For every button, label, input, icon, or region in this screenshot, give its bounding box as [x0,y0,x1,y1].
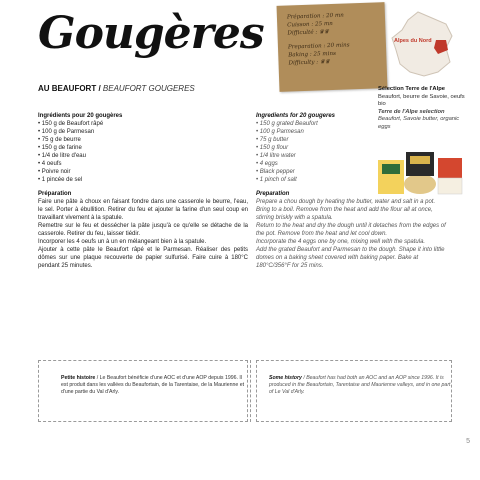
fr-prep-title: Préparation [38,191,72,197]
list-item: • Black pepper [256,168,446,176]
list-item: • 1 pincée de sel [38,176,248,184]
en-history-title: Some history [269,375,302,381]
en-history-box [256,360,452,422]
list-item: • 100 g Parmesan [256,128,446,136]
page-number: 5 [466,438,470,445]
list-item: • 150 g flour [256,144,446,152]
en-prep-step: Add the grated Beaufort and Parmesan to the dough. Shape it into little domes on a baking sheet covered with baking paper. Bake at 180°C/356°F for 25 mins. [256,247,445,269]
selection-text-fr: Beaufort, beurre de Savoie, oeufs bio [378,93,465,107]
en-prep-step: Return to the heat and dry the dough until it detaches from the edges of the pot. Remove from the heat and let cool down. [256,223,446,237]
french-column [38,112,248,270]
fr-prep-step: Ajouter à cette pâte le Beaufort râpé et le Parmesan. Réaliser des petits dômes sur une plaque recouverte de papier sulfurisé. Faire cuire à 180°C pendant 25 minutes. [38,247,248,269]
list-item: • 4 eggs [256,160,446,168]
list-item: • Poivre noir [38,168,248,176]
list-item: • 75 g butter [256,136,446,144]
list-item: • 1/4 litre water [256,152,446,160]
selection-text-en: Beaufort, Savoie butter, organic eggs [378,116,460,130]
map-region-label: Alpes du Nord [394,38,432,44]
list-item: • 75 g de beurre [38,136,248,144]
list-item: • 150 g grated Beaufort [256,120,446,128]
list-item: • 150 g de Beaufort râpé [38,120,248,128]
fr-prep-time: Préparation : 20 mn [286,12,344,21]
en-prep-step: Prepare a chou dough by heating the butter, water and salt in a pot. Bring to a boil. Remove from the heat and add the flour all at once, stirring briskly with a spatula. [256,199,436,221]
en-cook-time: Baking : 25 mins [288,50,337,59]
fr-ingredients-title: Ingrédients pour 20 gougères [38,113,123,119]
fr-cook-time: Cuisson : 25 mn [287,20,333,29]
en-prep-title: Preparation [256,191,290,197]
en-ingredients-list [256,120,446,184]
list-item: • 100 g de Parmesan [38,128,248,136]
fr-history-title: Petite histoire [61,375,96,381]
fr-history-text: / Le Beaufort bénéficie d'une AOC et d'une AOP depuis 1996. Il est produit dans les vallées du Beaufortain, de la Tarentaise, de la Maurienne et d'une partie du Val d'Arly. [61,375,245,395]
selection-title-fr: Sélection Terre de l'Alpe [378,86,445,92]
en-difficulty: Difficulty : ♛♛ [288,59,331,67]
list-item: • 150 g de farine [38,144,248,152]
chef-hat-icon: ♛♛ [318,29,330,36]
page-title: Gougères [38,8,264,59]
fr-history-box [38,360,248,422]
en-history-text: / Beaufort has had both an AOC and an AOP since 1996. It is produced in the Beaufortain, Tarentaise and Maurienne valleys, and in one part of Le Val d'Arly. [269,375,451,395]
list-item: • 1 pinch of salt [256,176,446,184]
en-prep-step: Incorporate the 4 eggs one by one, mixing well with the spatula. [256,239,426,245]
fr-prep-step: Remettre sur le feu et dessécher la pâte jusqu'à ce qu'elle se détache de la casserole. Retirer du feu, laisser tiédir. [38,223,248,237]
list-item: • 1/4 de litre d'eau [38,152,248,160]
fr-difficulty: Difficulté : ♛♛ [287,29,330,37]
list-item: • 4 oeufs [38,160,248,168]
en-ingredients-title: Ingredients for 20 gougeres [256,113,336,119]
divider [250,360,251,422]
fr-prep-step: Incorporer les 4 oeufs un à un en mélangeant bien à la spatule. [38,239,207,245]
fr-prep-step: Faire une pâte à choux en faisant fondre dans une casserole le beurre, l'eau, le sel. Porter à ébullition. Retirer du feu et ajouter la farine d'un seul coup en travaillant vivement à la spatule. [38,199,248,221]
recipe-subtitle: AU BEAUFORT / BEAUFORT GOUGERES [38,84,195,93]
english-column [256,112,446,270]
chef-hat-icon: ♛♛ [319,59,331,66]
france-map-icon [388,10,458,80]
en-prep-time: Preparation : 20 mins [287,42,350,51]
recipe-info-card [277,2,388,92]
fr-ingredients-list [38,120,248,184]
selection-title-en: Terre de l'Alpe selection [378,108,445,115]
